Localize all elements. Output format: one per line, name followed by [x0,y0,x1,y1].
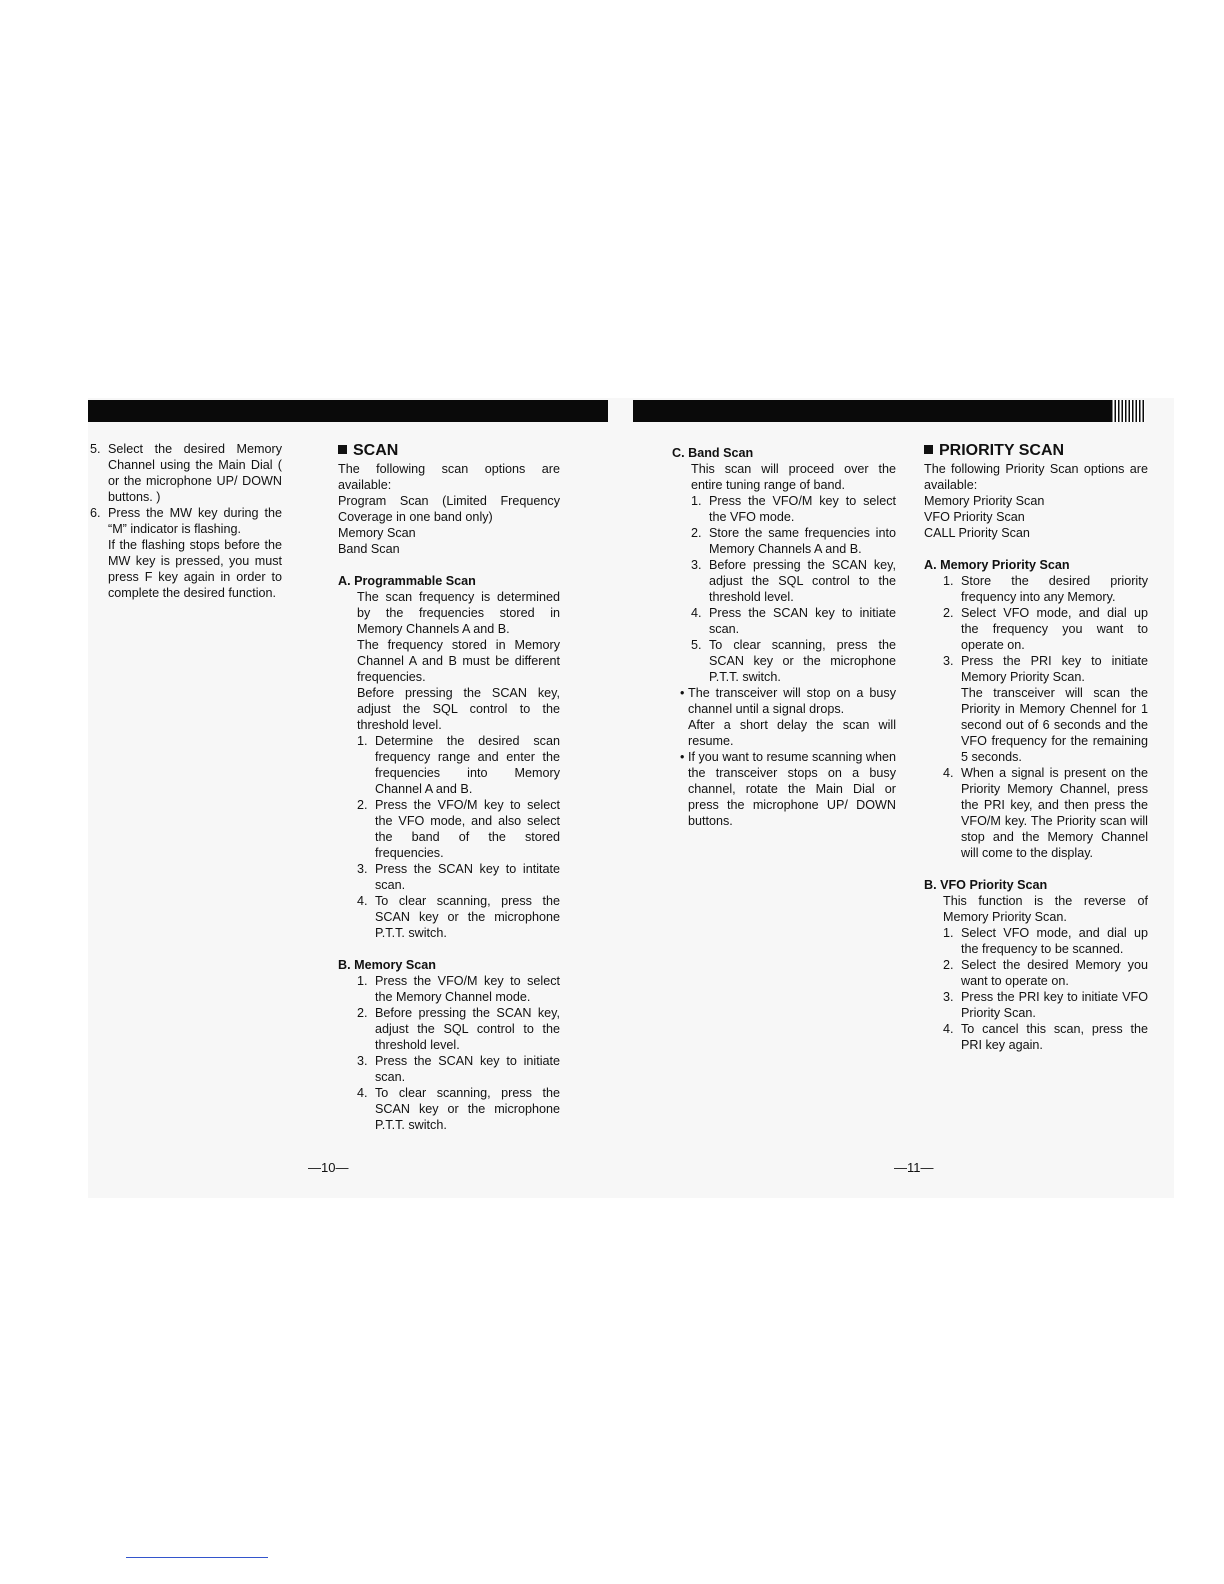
page-number-left: —10— [308,1160,349,1175]
list-item [357,861,560,893]
step-number: 5. [691,638,702,652]
paragraph: This function is the reverse of Memory Priority Scan. [943,894,1148,924]
step-text: Select VFO mode, and dial up the frequency you want to operate on. [961,606,1148,652]
section-heading [924,441,1148,461]
step-text: Select the desired Memory Channel using the Main Dial ( or the microphone UP/ DOWN buttons. ) [108,442,282,504]
step-text: To clear scanning, press the SCAN key or the microphone P.T.T. switch. [709,638,896,684]
subsection-heading: B. Memory Scan [338,958,436,972]
step-text: Select VFO mode, and dial up the frequency to be scanned. [961,926,1148,956]
step-number: 1. [691,494,702,508]
list-item [943,989,1148,1021]
right-page-column-1 [672,445,896,829]
step-text: Store the desired priority frequency into any Memory. [961,574,1148,604]
step-number: 4. [357,894,368,908]
list-item [691,557,896,605]
list-item [943,1021,1148,1053]
step-text: Before pressing the SCAN key, adjust the SQL control to the threshold level. [709,558,896,604]
section-intro: The following Priority Scan options are available: [924,462,1148,492]
footer-rule [126,1557,268,1558]
paragraph: The scan frequency is determined by the frequencies stored in Memory Channels A and B. [357,590,560,636]
step-number: 1. [357,974,368,988]
step-number: 5. [90,442,101,456]
step-number: 6. [90,506,101,520]
step-text: Press the SCAN key to initiate scan. [709,606,896,636]
section-heading-label: PRIORITY SCAN [939,442,1065,459]
scan-option: Program Scan (Limited Frequency Coverage in one band only) [338,494,560,524]
step-number: 3. [357,1054,368,1068]
step-text: Before pressing the SCAN key, adjust the SQL control to the threshold level. [375,1006,560,1052]
list-item [357,973,560,1005]
bullet-icon: • [680,750,685,764]
list-item [357,733,560,797]
list-item [691,637,896,685]
subsection-body [691,461,896,685]
step-text: To clear scanning, press the SCAN key or the microphone P.T.T. switch. [375,1086,560,1132]
bullet-note [680,749,896,829]
list-item [691,525,896,557]
list-item [357,893,560,941]
list-item [943,653,1148,765]
section-heading [338,441,560,461]
step-number: 2. [943,606,954,620]
paragraph: The frequency stored in Memory Channel A and B must be different frequencies. [357,638,560,684]
note-text: The transceiver will stop on a busy channel until a signal drops. After a short delay the scan will resume. [688,686,896,748]
step-number: 4. [357,1086,368,1100]
step-number: 1. [357,734,368,748]
scan-option: VFO Priority Scan [924,510,1025,524]
step-number: 4. [943,766,954,780]
step-number: 2. [357,798,368,812]
scan-option: Memory Scan [338,526,416,540]
bullet-note [680,685,896,749]
step-text: Press the VFO/M key to select the VFO mode. [709,494,896,524]
paragraph: Before pressing the SCAN key, adjust the SQL control to the threshold level. [357,686,560,732]
subsection-body [357,589,560,941]
step-number: 4. [691,606,702,620]
step-text: When a signal is present on the Priority Memory Channel, press the PRI key, and then press the VFO/M key. The Priority scan will stop and the Memory Channel will come to the display. [961,766,1148,860]
step-text: Press the VFO/M key to select the VFO mode, and also select the band of the stored frequencies. [375,798,560,860]
subsection-heading: C. Band Scan [672,446,754,460]
list-item [357,1085,560,1133]
scan-option: CALL Priority Scan [924,526,1030,540]
step-text: Press the VFO/M key to select the Memory Channel mode. [375,974,560,1004]
notes [680,685,896,829]
left-page-column-2 [338,441,560,1133]
step-number: 3. [943,654,954,668]
list-item [90,505,282,601]
step-text: Press the MW key during the “M” indicator is flashing. If the flashing stops before the MW key is pressed, you must press F key again in order to complete the desired function. [108,506,282,600]
step-number: 3. [357,862,368,876]
list-item [357,1005,560,1053]
step-number: 2. [357,1006,368,1020]
square-bullet-icon [924,445,933,454]
step-number: 2. [691,526,702,540]
list-item [357,1053,560,1085]
list-item [943,925,1148,957]
list-item [943,957,1148,989]
bullet-icon: • [680,686,685,700]
step-number: 1. [943,574,954,588]
square-bullet-icon [338,445,347,454]
step-number: 1. [943,926,954,940]
section-heading-label: SCAN [353,442,399,459]
section-intro: The following scan options are available: [338,462,560,492]
scan-option: Band Scan [338,542,400,556]
subsection-body [357,973,560,1133]
step-number: 3. [943,990,954,1004]
list-item [691,493,896,525]
step-text: Press the PRI key to initiate VFO Priority Scan. [961,990,1148,1020]
list-item [943,605,1148,653]
step-text: To clear scanning, press the SCAN key or the microphone P.T.T. switch. [375,894,560,940]
left-header-bar [88,400,608,422]
step-text: Determine the desired scan frequency range and enter the frequencies into Memory Channel A and B. [375,734,560,796]
step-number: 3. [691,558,702,572]
step-number: 2. [943,958,954,972]
list-item [943,573,1148,605]
right-header-bar [633,400,1111,422]
subsection-body [943,573,1148,861]
list-item [943,765,1148,861]
list-item [691,605,896,637]
step-text: To cancel this scan, press the PRI key again. [961,1022,1148,1052]
right-page-column-2 [924,441,1148,1053]
subsection-heading: A. Memory Priority Scan [924,558,1070,572]
list-item [357,797,560,861]
page-number-right: —11— [894,1160,934,1175]
subsection-heading: B. VFO Priority Scan [924,878,1048,892]
list-item [90,441,282,505]
scan-option: Memory Priority Scan [924,494,1045,508]
step-number: 4. [943,1022,954,1036]
paragraph: This scan will proceed over the entire tuning range of band. [691,462,896,492]
step-text: Press the PRI key to initiate Memory Priority Scan. The transceiver will scan the Priority in Memory Chennel for 1 second out of 6 seconds and the VFO frequency for the remaining 5 seconds. [961,654,1148,764]
step-text: Press the SCAN key to intitate scan. [375,862,560,892]
step-text: Store the same frequencies into Memory Channels A and B. [709,526,896,556]
left-page-column-1 [90,441,282,601]
step-text: Press the SCAN key to initiate scan. [375,1054,560,1084]
header-bar-tick-marks [1111,400,1145,422]
subsection-heading: A. Programmable Scan [338,574,476,588]
subsection-body [943,893,1148,1053]
note-text: If you want to resume scanning when the transceiver stops on a busy channel, rotate the Main Dial or press the microphone UP/ DOWN buttons. [688,750,896,828]
step-text: Select the desired Memory you want to operate on. [961,958,1148,988]
